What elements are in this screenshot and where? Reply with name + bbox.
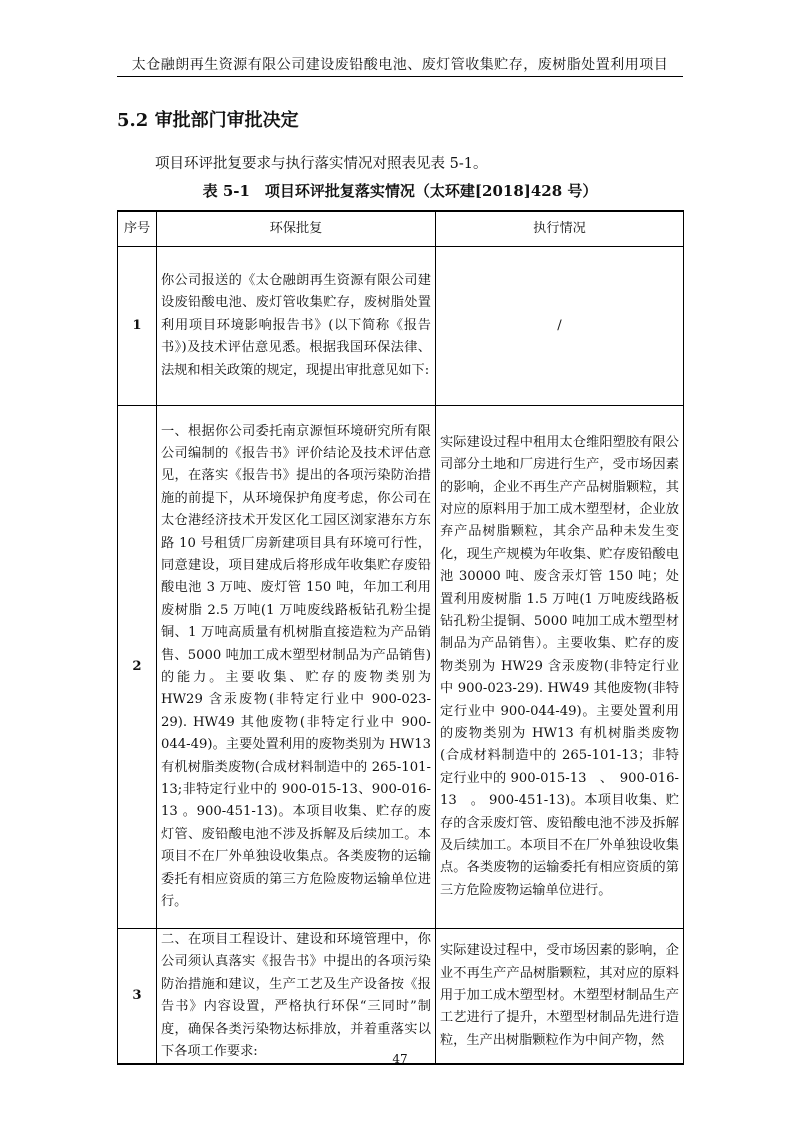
column-header-execution: 执行情况 <box>436 211 684 247</box>
row-number: 2 <box>118 406 157 929</box>
execution-cell: 实际建设过程中租用太仓维阳塑胶有限公司部分土地和厂房进行生产，受市场因素的影响，企业不再生产产品树脂颗粒，其对应的原料用于加工成木塑型材，企业放弃产品树脂颗粒，其余产品种未发生变化，现生产规模为年收集、贮存废铅酸电池 30000 吨、废含汞灯管 150 吨；处置利用废树脂 1.5 万吨(1 万吨废线路板钻孔粉尘提铜、5000 吨加工成木塑型材制品为产品销售）。主要收集、贮存的废物类别为 HW29 含汞废物(非特定行业中 900-023-29). HW49 其他废物(非特定行业中 900-044-49)。主要处置利用的废物类别为 HW13 有机树脂类废物(合成材料制造中的 265-101-13；非特定行业中的 900-015-13 、 900-016-13 。 900-451-13)。本项目收集、贮存的含汞废灯管、废铅酸电池不涉及拆解及后续加工。本项目不在厂外单独设收集点。各类废物的运输委托有相应资质的第三方危险废物运输单位进行。 <box>436 406 684 929</box>
table-caption: 表 5-1 项目环评批复落实情况（太环建[2018]428 号） <box>202 182 598 200</box>
execution-cell: 实际建设过程中，受市场因素的影响，企业不再生产产品树脂颗粒，其对应的原料用于加工成木塑型材。木塑型材制品生产工艺进行了提升，木塑型材制品先进行造粒，生产出树脂颗粒作为中间产物，然 <box>436 929 684 1065</box>
page-number: 47 <box>392 1052 408 1066</box>
table-row <box>118 247 684 406</box>
header-divider <box>117 76 683 77</box>
column-header-requirement: 环保批复 <box>157 211 436 247</box>
table-row <box>118 929 684 1065</box>
approval-comparison-table <box>117 210 684 1065</box>
table-header-row <box>118 211 684 247</box>
requirement-cell: 你公司报送的《太仓融朗再生资源有限公司建设废铅酸电池、废灯管收集贮存，废树脂处置利用项目环境影响报告书》(以下简称《报告书》)及技术评估意见悉。根据我国环保法律、法规和相关政策的规定，现提出审批意见如下: <box>157 247 436 406</box>
requirement-cell: 二、在项目工程设计、建设和环境管理中，你公司须认真落实《报告书》中提出的各项污染防治措施和建议，生产工艺及生产设备按《报告书》内容设置，严格执行环保“三同时”制度，确保各类污染物达标排放，并着重落实以下各项工作要求: <box>157 929 436 1065</box>
execution-cell: / <box>436 247 684 406</box>
running-header: 太仓融朗再生资源有限公司建设废铅酸电池、废灯管收集贮存，废树脂处置利用项目 <box>131 57 669 73</box>
table-row <box>118 406 684 929</box>
row-number: 1 <box>118 247 157 406</box>
intro-paragraph: 项目环评批复要求与执行落实情况对照表见表 5-1。 <box>155 156 488 172</box>
requirement-cell: 一、根据你公司委托南京源恒环境研究所有限公司编制的《报告书》评价结论及技术评估意见，在落实《报告书》提出的各项污染防治措施的前提下，从环境保护角度考虑，你公司在太仓港经济技术开发区化工园区浏家港东方东路 10 号租赁厂房新建项目具有环境可行性，同意建设，项目建成后将形成年收集贮存废铅酸电池 3 万吨、废灯管 150 吨，年加工利用废树脂 2.5 万吨(1 万吨废线路板钻孔粉尘提铜、1 万吨高质量有机树脂直接造粒为产品销售、5000 吨加工成木塑型材制品为产品销售)的能力。主要收集、贮存的废物类别为 HW29 含汞废物(非特定行业中 900-023-29). HW49 其他废物(非特定行业中 900-044-49)。主要处置利用的废物类别为 HW13 有机树脂类废物(合成材料制造中的 265-101-13;非特定行业中的 900-015-13、900-016-13 。900-451-13)。本项目收集、贮存的废灯管、废铅酸电池不涉及拆解及后续加工。本项目不在厂外单独设收集点。各类废物的运输委托有相应资质的第三方危险废物运输单位进行。 <box>157 406 436 929</box>
column-header-number: 序号 <box>118 211 157 247</box>
row-number: 3 <box>118 929 157 1065</box>
section-title: 5.2 审批部门审批决定 <box>117 110 299 131</box>
